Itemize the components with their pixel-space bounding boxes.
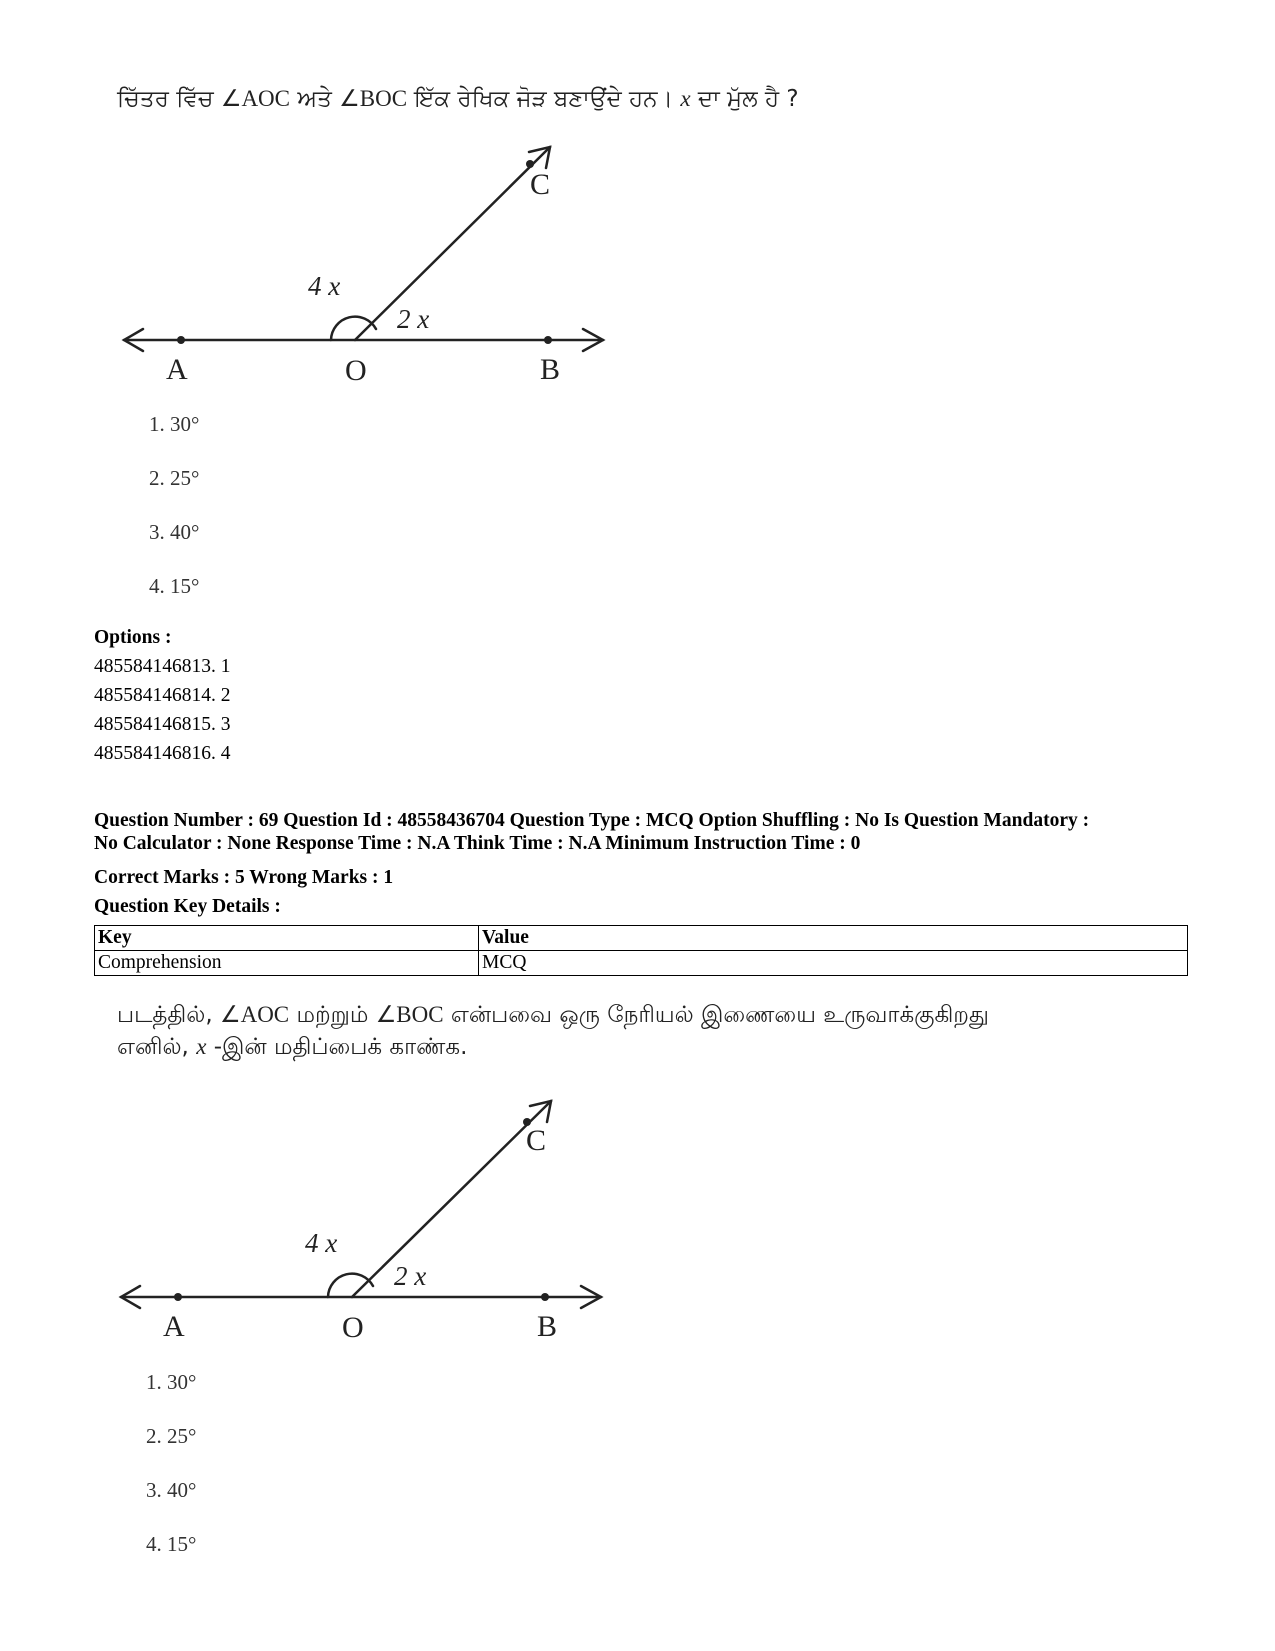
table-header-key: Key [95, 926, 479, 951]
option-item: 485584146815. 3 [94, 714, 231, 735]
variable-x: x [196, 1034, 207, 1059]
option-item: 485584146816. 4 [94, 743, 231, 764]
label-c: C [526, 1124, 547, 1157]
options-heading: Options : [94, 627, 172, 648]
choice-1: 1. 30° [149, 412, 200, 436]
angle-aoc-text: ∠AOC [220, 86, 291, 111]
meta-line-1: Question Number : 69 Question Id : 48558436704 Question Type : MCQ Option Shuffling : No Is Question Mandatory : [94, 810, 1090, 831]
choice-1: 1. 30° [146, 1370, 197, 1394]
label-angle-aoc: 4 x [305, 1228, 338, 1258]
choice-4: 4. 15° [149, 574, 200, 598]
choice-2: 2. 25° [149, 466, 200, 490]
angle-aoc-text: ∠AOC [219, 1002, 290, 1027]
choice-4: 4. 15° [146, 1532, 197, 1556]
option-item: 485584146814. 2 [94, 685, 231, 706]
label-o: O [342, 1311, 364, 1344]
label-angle-boc: 2 x [394, 1261, 427, 1291]
label-c: C [530, 168, 551, 201]
choice-2: 2. 25° [146, 1424, 197, 1448]
marks-line: Correct Marks : 5 Wrong Marks : 1 [94, 867, 394, 888]
table-cell-key: Comprehension [95, 951, 479, 976]
angle-arc [328, 1274, 373, 1297]
question-text-part: மற்றும் [289, 1002, 376, 1028]
label-b: B [537, 1310, 558, 1343]
label-o: O [345, 354, 367, 387]
option-item: 485584146813. 1 [94, 656, 231, 677]
label-a: A [166, 353, 188, 386]
point-a-dot [174, 1293, 182, 1301]
meta-line-2: No Calculator : None Response Time : N.A Think Time : N.A Minimum Instruction Time : 0 [94, 833, 861, 854]
question-text-part: என்பவை ஒரு நேரியல் இணையை உருவாக்குகிறது [443, 1002, 989, 1028]
question-text-part: ਦਾ ਮੁੱਲ ਹੈ ? [690, 86, 799, 112]
key-details-heading: Question Key Details : [94, 896, 281, 917]
ray-oc [352, 1101, 551, 1297]
angle-boc-text: ∠BOC [339, 86, 408, 111]
question-text-part: ਇੱਕ ਰੇਖਿਕ ਜੋੜ ਬਣਾਉਂਦੇ ਹਨ। [407, 86, 681, 112]
question-text-part: படத்தில், [117, 1002, 220, 1028]
choice-3: 3. 40° [146, 1478, 197, 1502]
table-cell-value: MCQ [479, 951, 1188, 976]
question-text-part: -இன் மதிப்பைக் காண்க. [206, 1034, 468, 1060]
choice-3: 3. 40° [149, 520, 200, 544]
point-b-dot [541, 1293, 549, 1301]
variable-x: x [680, 86, 691, 111]
label-angle-boc: 2 x [397, 304, 430, 334]
table-header-value: Value [479, 926, 1188, 951]
angle-boc-text: ∠BOC [375, 1002, 444, 1027]
label-b: B [540, 353, 561, 386]
label-a: A [163, 1310, 185, 1343]
question-text-part: ਚਿੱਤਰ ਵਿੱਚ [117, 86, 221, 112]
question-text-part: ਅਤੇ [290, 86, 340, 112]
question-text-part: எனில், [117, 1034, 197, 1060]
label-angle-aoc: 4 x [308, 271, 341, 301]
